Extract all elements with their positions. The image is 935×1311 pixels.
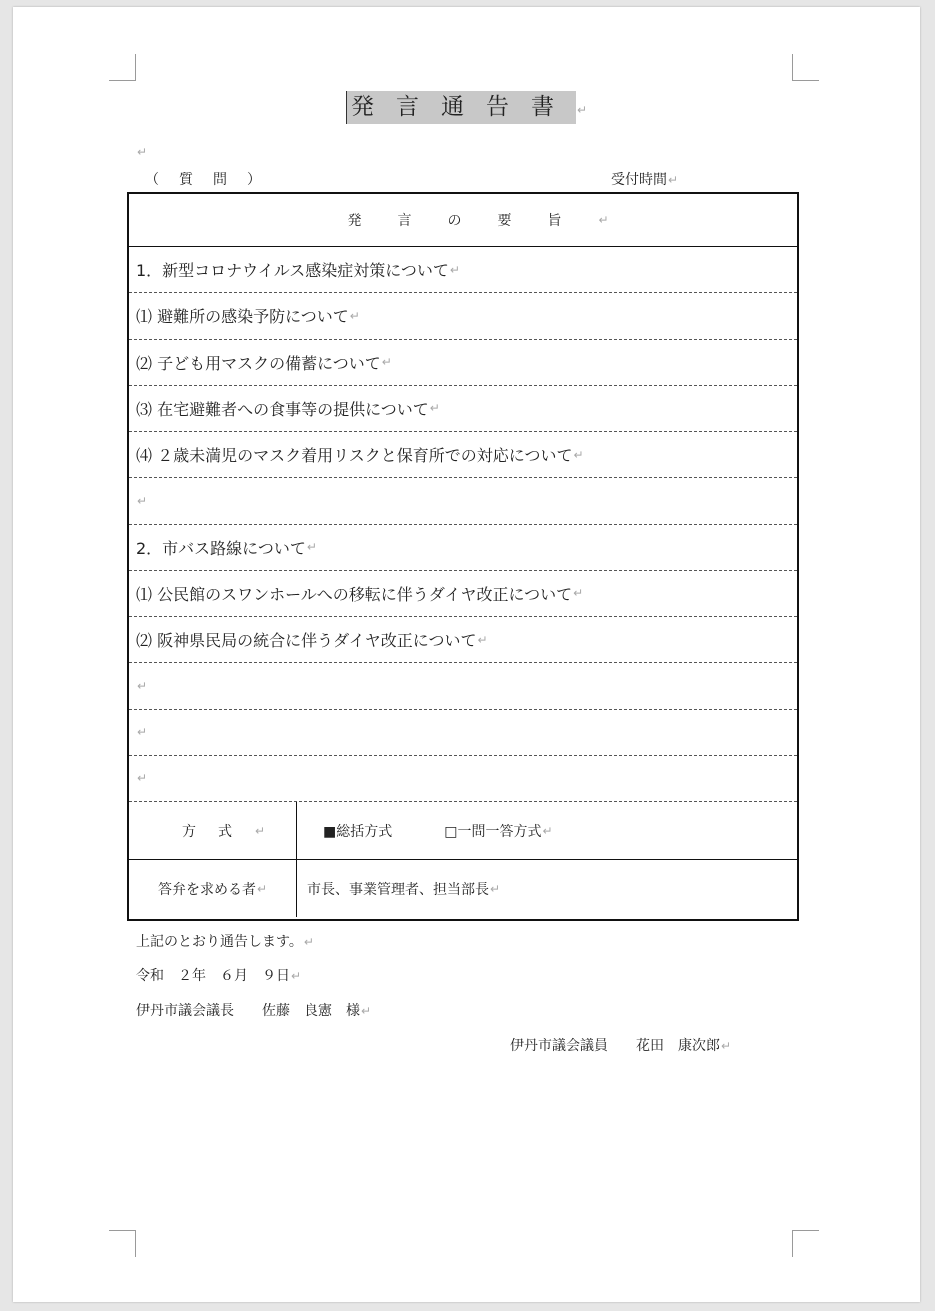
answerer-value[interactable]: 市長、事業管理者、担当部長 ↵	[307, 881, 501, 898]
paragraph-mark-icon: ↵	[542, 823, 553, 838]
summary-row[interactable]: ⑷ ２歳未満児のマスク着用リスクと保育所での対応について ↵	[129, 432, 797, 478]
method-option-one-by-one[interactable]: □一問一答方式	[444, 823, 542, 840]
notice-table	[127, 192, 799, 921]
paragraph-mark-icon: ↵	[429, 401, 440, 416]
paragraph-mark-icon: ↵	[256, 881, 268, 896]
summary-row[interactable]	[129, 663, 797, 709]
crop-mark-top-right	[792, 54, 819, 81]
paragraph-mark-icon: ↵	[349, 308, 360, 323]
statement-text[interactable]: 上記のとおり通告します。↵	[136, 934, 314, 950]
paragraph-mark-icon: ↵	[573, 447, 584, 462]
method-value[interactable]	[297, 802, 797, 859]
paragraph-mark-icon: ↵	[449, 262, 460, 277]
paragraph-mark-icon: ↵	[598, 213, 609, 227]
summary-row[interactable]	[129, 478, 797, 524]
paragraph-mark-icon: ↵	[303, 935, 314, 949]
summary-row[interactable]: 1．新型コロナウイルス感染症対策について ↵	[129, 247, 797, 293]
paragraph-mark-icon: ↵	[137, 678, 148, 693]
summary-row[interactable]: ⑵ 阪神県民局の統合に伴うダイヤ改正について ↵	[129, 617, 797, 663]
crop-mark-top-left	[109, 54, 136, 81]
paragraph-mark-icon: ↵	[254, 823, 266, 838]
method-label[interactable]: 方式 ↵	[129, 802, 297, 859]
answerer-label[interactable]: 答弁を求める者 ↵	[129, 860, 297, 917]
answerer-row	[129, 859, 797, 917]
paragraph-mark-icon: ↵	[137, 493, 148, 508]
method-option-summary[interactable]: ■総括方式	[323, 823, 393, 840]
document-page	[13, 7, 920, 1302]
paragraph-mark-icon: ↵	[668, 173, 679, 187]
crop-mark-bottom-right	[792, 1230, 819, 1257]
title-area	[13, 91, 920, 124]
summary-header[interactable]: 発言の要旨 ↵	[129, 194, 797, 247]
date-text[interactable]: 令和 ２年 ６月 ９日↵	[136, 968, 302, 984]
summary-row[interactable]: ⑴ 公民館のスワンホールへの移転に伴うダイヤ改正について ↵	[129, 571, 797, 617]
method-row	[129, 802, 797, 859]
paragraph-mark-icon: ↵	[306, 540, 317, 555]
question-type-label[interactable]: （ 質 問 ）	[145, 172, 264, 188]
paragraph-mark-icon: ↵	[361, 1004, 372, 1018]
summary-row[interactable]: ⑶ 在宅避難者への食事等の提供について ↵	[129, 386, 797, 432]
paragraph-mark-icon: ↵	[490, 881, 501, 896]
empty-paragraph[interactable]	[136, 141, 147, 160]
sender-text[interactable]: 伊丹市議会議員 花田 康次郎↵	[510, 1038, 732, 1054]
paragraph-mark-icon: ↵	[137, 145, 148, 159]
paragraph-mark-icon: ↵	[477, 632, 488, 647]
paragraph-mark-icon: ↵	[291, 969, 302, 983]
addressee-text[interactable]: 伊丹市議会議長 佐藤 良憲 様↵	[136, 1003, 372, 1019]
summary-row[interactable]	[129, 756, 797, 802]
paragraph-mark-icon: ↵	[137, 725, 148, 740]
paragraph-mark-icon: ↵	[721, 1039, 732, 1053]
paragraph-mark-icon: ↵	[573, 586, 584, 601]
summary-row[interactable]: ⑴ 避難所の感染予防について ↵	[129, 293, 797, 339]
summary-row[interactable]: ⑵ 子ども用マスクの備蓄について ↵	[129, 340, 797, 386]
summary-row[interactable]	[129, 710, 797, 756]
document-title[interactable]: 発言通告書	[346, 91, 576, 124]
paragraph-mark-icon: ↵	[381, 355, 392, 370]
paragraph-mark-icon: ↵	[137, 771, 148, 786]
paragraph-mark-icon: ↵	[576, 103, 588, 117]
summary-row[interactable]: 2．市バス路線について ↵	[129, 525, 797, 571]
received-time-label[interactable]: 受付時間↵	[611, 172, 679, 188]
crop-mark-bottom-left	[109, 1230, 136, 1257]
